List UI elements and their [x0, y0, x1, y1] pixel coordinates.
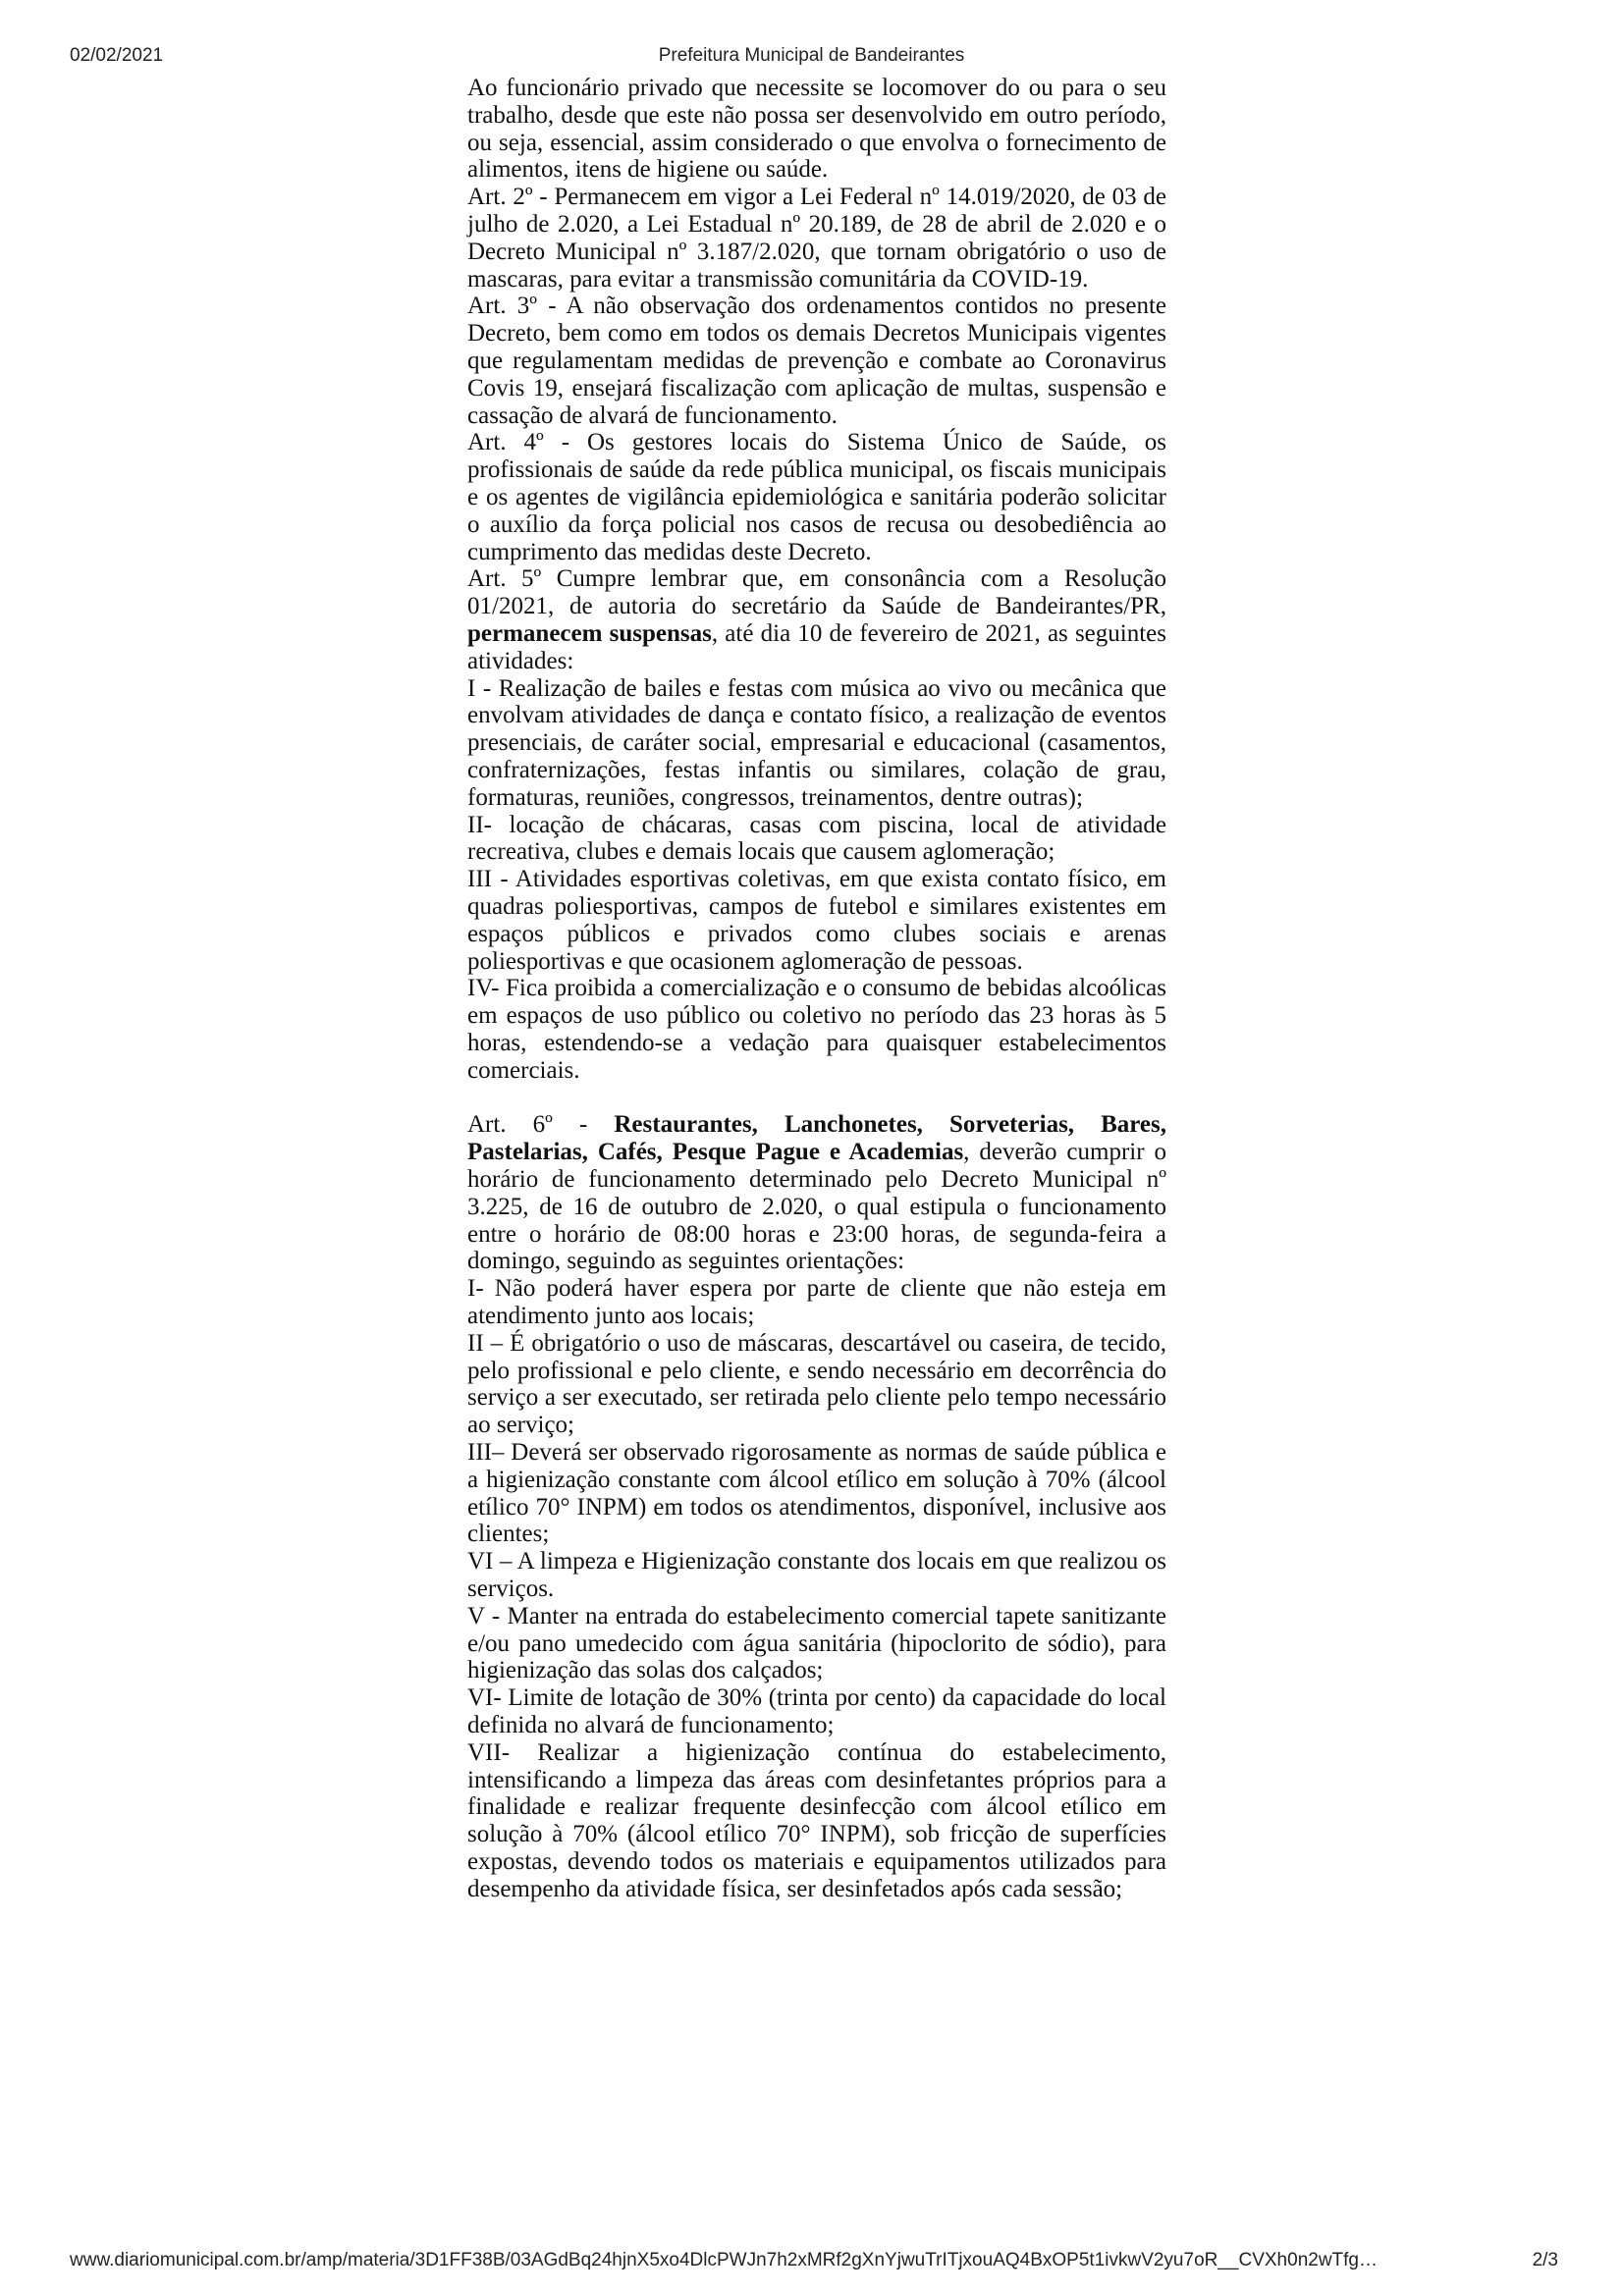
rule-v-mat: V - Manter na entrada do estabelecimento comercial tapete sanitizante e/ou pano umedecido com água sanitária (hipoclorito de sódio), para higienização das solas dos calçados; — [467, 1602, 1166, 1684]
rule-iii-hygiene: III– Deverá ser observado rigorosamente as normas de saúde pública e a higienização constante com álcool etílico em solução à 70% (álcool etílico 70° INPM) em todos os atendimentos, disponível, inclusive aos clientes; — [467, 1439, 1166, 1548]
art-5-bold: permanecem suspensas — [467, 619, 712, 647]
art-6-intro: Art. 6º - — [467, 1111, 615, 1139]
item-ii-rentals: II- locação de chácaras, casas com piscina, local de atividade recreativa, clubes e demais locais que causem aglomeração; — [467, 811, 1166, 866]
paragraph-art-3: Art. 3º - A não observação dos ordenamentos contidos no presente Decreto, bem como em todos os demais Decretos Municipais vigentes que regulamentam medidas de prevenção e combate ao Coronavirus Covis 19, ensejará fiscalização com aplicação de multas, suspensão e cassação de alvará de funcionamento. — [467, 293, 1166, 429]
document-body — [467, 75, 1166, 1903]
footer-url: www.diariomunicipal.com.br/amp/materia/3D1FF38B/03AGdBq24hjnX5xo4DlcPWJn7h2xMRf2gXnYjwuTrITjxouAQ4BxOP5t1ivkwV2yu7oR__CVXh0n2wTfg… — [70, 2250, 1378, 2270]
rule-ii-masks: II – É obrigatório o uso de máscaras, descartável ou caseira, de tecido, pelo profissional e pelo cliente, e sendo necessário em decorrência do serviço a ser executado, ser retirada pelo cliente pelo tempo necessário ao serviço; — [467, 1329, 1166, 1439]
rule-vii-sanitization: VII- Realizar a higienização contínua do estabelecimento, intensificando a limpeza das áreas com desinfetantes próprios para a finalidade e realizar frequente desinfecção com álcool etílico em solução à 70% (álcool etílico 70° INPM), sob fricção de superfícies expostas, devendo todos os materiais e equipamentos utilizados para desempenho da atividade física, ser desinfetados após cada sessão; — [467, 1738, 1166, 1902]
art-5-intro: Art. 5º Cumpre lembrar que, em consonância com a Resolução 01/2021, de autoria do secretário da Saúde de Bandeirantes/PR, — [467, 565, 1166, 620]
paragraph-art-4: Art. 4º - Os gestores locais do Sistema Único de Saúde, os profissionais de saúde da rede pública municipal, os fiscais municipais e os agentes de vigilância epidemiológica e sanitária poderão solicitar o auxílio da força policial nos casos de recusa ou desobediência ao cumprimento das medidas deste Decreto. — [467, 429, 1166, 565]
page-number: 2/3 — [1532, 2250, 1558, 2270]
paragraph-art-2: Art. 2º - Permanecem em vigor a Lei Federal nº 14.019/2020, de 03 de julho de 2.020, a Lei Estadual nº 20.189, de 28 de abril de 2.020 e o Decreto Municipal nº 3.187/2.020, que tornam obrigatório o uso de mascaras, para evitar a transmissão comunitária da COVID-19. — [467, 184, 1166, 293]
item-iv-alcohol: IV- Fica proibida a comercialização e o consumo de bebidas alcoólicas em espaços de uso público ou coletivo no período das 23 horas às 5 horas, estendendo-se a vedação para quaisquer estabelecimentos comerciais. — [467, 975, 1166, 1084]
item-iii-sports: III - Atividades esportivas coletivas, em que exista contato físico, em quadras poliesportivas, campos de futebol e similares existentes em espaços públicos e privados como clubes sociais e arenas poliesportivas e que ocasionem aglomeração de pessoas. — [467, 866, 1166, 975]
page-header-title: Prefeitura Municipal de Bandeirantes — [658, 45, 965, 66]
rule-i-waiting: I- Não poderá haver espera por parte de cliente que não esteja em atendimento junto aos locais; — [467, 1275, 1166, 1330]
paragraph-art-5 — [467, 565, 1166, 674]
rule-vi-cleaning: VI – A limpeza e Higienização constante dos locais em que realizou os serviços. — [467, 1548, 1166, 1603]
print-date: 02/02/2021 — [70, 45, 164, 66]
art-6-bold: Restaurantes, Lanchonetes, Sorveterias, Bares, Pastelarias, Cafés, Pesque Pague e Academias — [467, 1111, 1167, 1166]
art-5-rest: , até dia 10 de fevereiro de 2021, as seguintes atividades: — [467, 619, 1166, 674]
art-6-rest: , deverão cumprir o horário de funcionamento determinado pelo Decreto Municipal nº 3.225, de 16 de outubro de 2.020, o qual estipula o funcionamento entre o horário de 08:00 horas e 23:00 horas, de segunda-feira a domingo, seguindo as seguintes orientações: — [467, 1139, 1166, 1275]
paragraph-art-6 — [467, 1111, 1166, 1275]
item-i-events: I - Realização de bailes e festas com música ao vivo ou mecânica que envolvam atividades de dança e contato físico, a realização de eventos presenciais, de caráter social, empresarial e educacional (casamentos, confraternizações, festas infantis ou similares, colação de grau, formaturas, reuniões, congressos, treinamentos, dentre outras); — [467, 674, 1166, 811]
rule-vi-capacity: VI- Limite de lotação de 30% (trinta por cento) da capacidade do local definida no alvará de funcionamento; — [467, 1684, 1166, 1739]
paragraph-private-worker: Ao funcionário privado que necessite se locomover do ou para o seu trabalho, desde que este não possa ser desenvolvido em outro período, ou seja, essencial, assim considerado o que envolva o fornecimento de alimentos, itens de higiene ou saúde. — [467, 75, 1166, 184]
